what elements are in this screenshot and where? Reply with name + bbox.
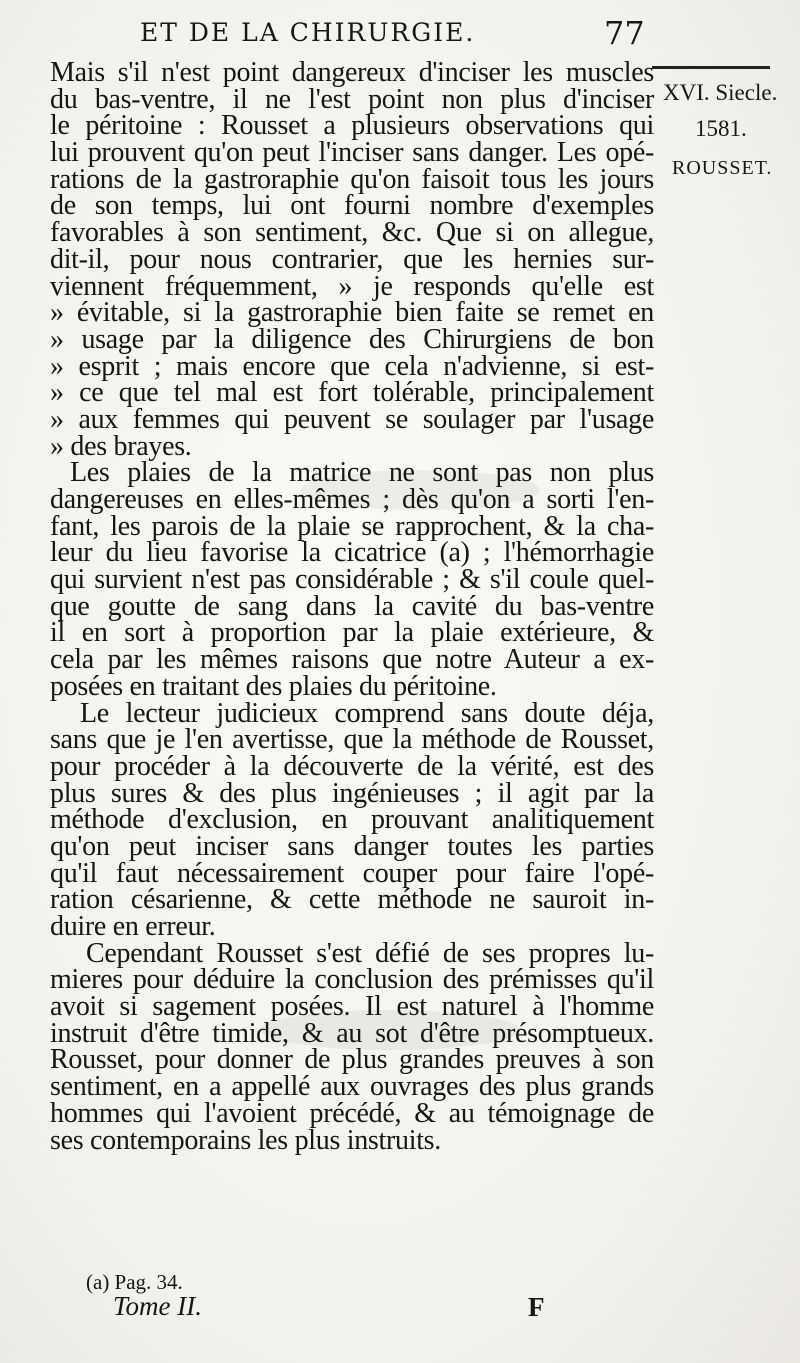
text-line: sans que je l'en avertisse, que la méthode de Rousset, — [50, 724, 654, 756]
text-line: ration césarienne, & cette méthode ne sauroit in- — [50, 884, 654, 916]
body-text — [50, 57, 654, 1156]
text-line: » usage par la diligence des Chirurgiens de bon — [50, 323, 654, 355]
text-line: Les plaies de la matrice ne sont pas non plus — [70, 457, 654, 489]
text-line: avoit si sagement posées. Il est naturel à l'homme — [50, 991, 654, 1023]
page-number: 77 — [604, 14, 645, 52]
text-line: rations de la gastroraphie qu'on faisoit tous les jours — [50, 163, 654, 195]
signature-mark: F — [528, 1292, 545, 1322]
footnote: (a) Pag. 34. — [86, 1270, 183, 1294]
text-line: il en sort à proportion par la plaie extérieure, & — [50, 617, 654, 649]
text-line: favorables à son sentiment, &c. Que si on allegue, — [50, 217, 654, 249]
text-line: qu'on peut inciser sans danger toutes les parties — [50, 830, 654, 862]
text-line: » esprit ; mais encore que cela n'advienne, si est- — [50, 350, 654, 382]
running-head: ET DE LA CHIRURGIE. — [140, 18, 476, 47]
text-line: dangereuses en elles-mêmes ; dès qu'on a sorti l'en- — [50, 484, 654, 515]
text-line: posées en traitant des plaies du péritoine. — [50, 670, 497, 702]
text-line: Le lecteur judicieux comprend sans doute déja, — [80, 697, 654, 729]
text-line: Rousset, pour donner de plus grandes preuves à son — [50, 1044, 654, 1076]
text-line: qu'il faut nécessairement couper pour faire l'opé- — [50, 857, 654, 889]
text-line: » des brayes. — [50, 430, 192, 462]
text-line: » évitable, si la gastroraphie bien faite se remet en — [50, 297, 654, 329]
text-line: de son temps, lui ont fourni nombre d'exemples — [50, 190, 654, 222]
text-line: méthode d'exclusion, en prouvant analitiquement — [50, 804, 654, 836]
margin-note-author: ROUSSET. — [672, 157, 773, 179]
text-line: mieres pour déduire la conclusion des prémisses qu'il — [50, 964, 654, 996]
margin-note-century: XVI. Siecle. — [663, 80, 778, 105]
text-line: lui prouvent qu'on peut l'inciser sans danger. Les opé- — [50, 137, 654, 169]
text-line: du bas-ventre, il ne l'est point non plus d'inciser — [50, 83, 654, 115]
text-line: hommes qui l'avoient précédé, & au témoignage de — [50, 1097, 654, 1129]
text-line: duire en erreur. — [50, 911, 216, 942]
text-line: cela par les mêmes raisons que notre Auteur a ex- — [50, 644, 654, 676]
text-line: » ce que tel mal est fort tolérable, principalement — [50, 377, 654, 409]
text-line: instruit d'être timide, & au sot d'être présomptueux. — [50, 1017, 654, 1049]
text-line: Mais s'il n'est point dangereux d'inciser les muscles — [50, 57, 654, 88]
text-line: plus sures & des plus ingénieuses ; il agit par la — [50, 777, 654, 809]
margin-note-year: 1581. — [695, 116, 747, 141]
text-line: fant, les parois de la plaie se rapprochent, & la cha- — [50, 510, 654, 542]
text-line: pour procéder à la découverte de la vérité, est des — [50, 750, 654, 782]
volume-label: Tome II. — [113, 1291, 203, 1321]
text-line: que goutte de sang dans la cavité du bas-ventre — [50, 590, 654, 622]
text-line: dit-il, pour nous contrarier, que les hernies sur- — [50, 243, 654, 275]
text-line: leur du lieu favorise la cicatrice (a) ; l'hémorrhagie — [50, 537, 654, 569]
header-rule — [652, 66, 770, 69]
text-line: » aux femmes qui peuvent se soulager par l'usage — [50, 403, 654, 435]
text-line: sentiment, en a appellé aux ouvrages des plus grands — [50, 1071, 654, 1103]
text-line: qui survient n'est pas considérable ; & s'il coule quel- — [50, 564, 654, 596]
text-line: viennent fréquemment, » je responds qu'elle est — [50, 270, 654, 302]
text-line: Cependant Rousset s'est défié de ses propres lu- — [86, 937, 654, 969]
text-line: ses contemporains les plus instruits. — [50, 1124, 441, 1156]
text-line: le péritoine : Rousset a plusieurs observations qui — [50, 110, 654, 142]
